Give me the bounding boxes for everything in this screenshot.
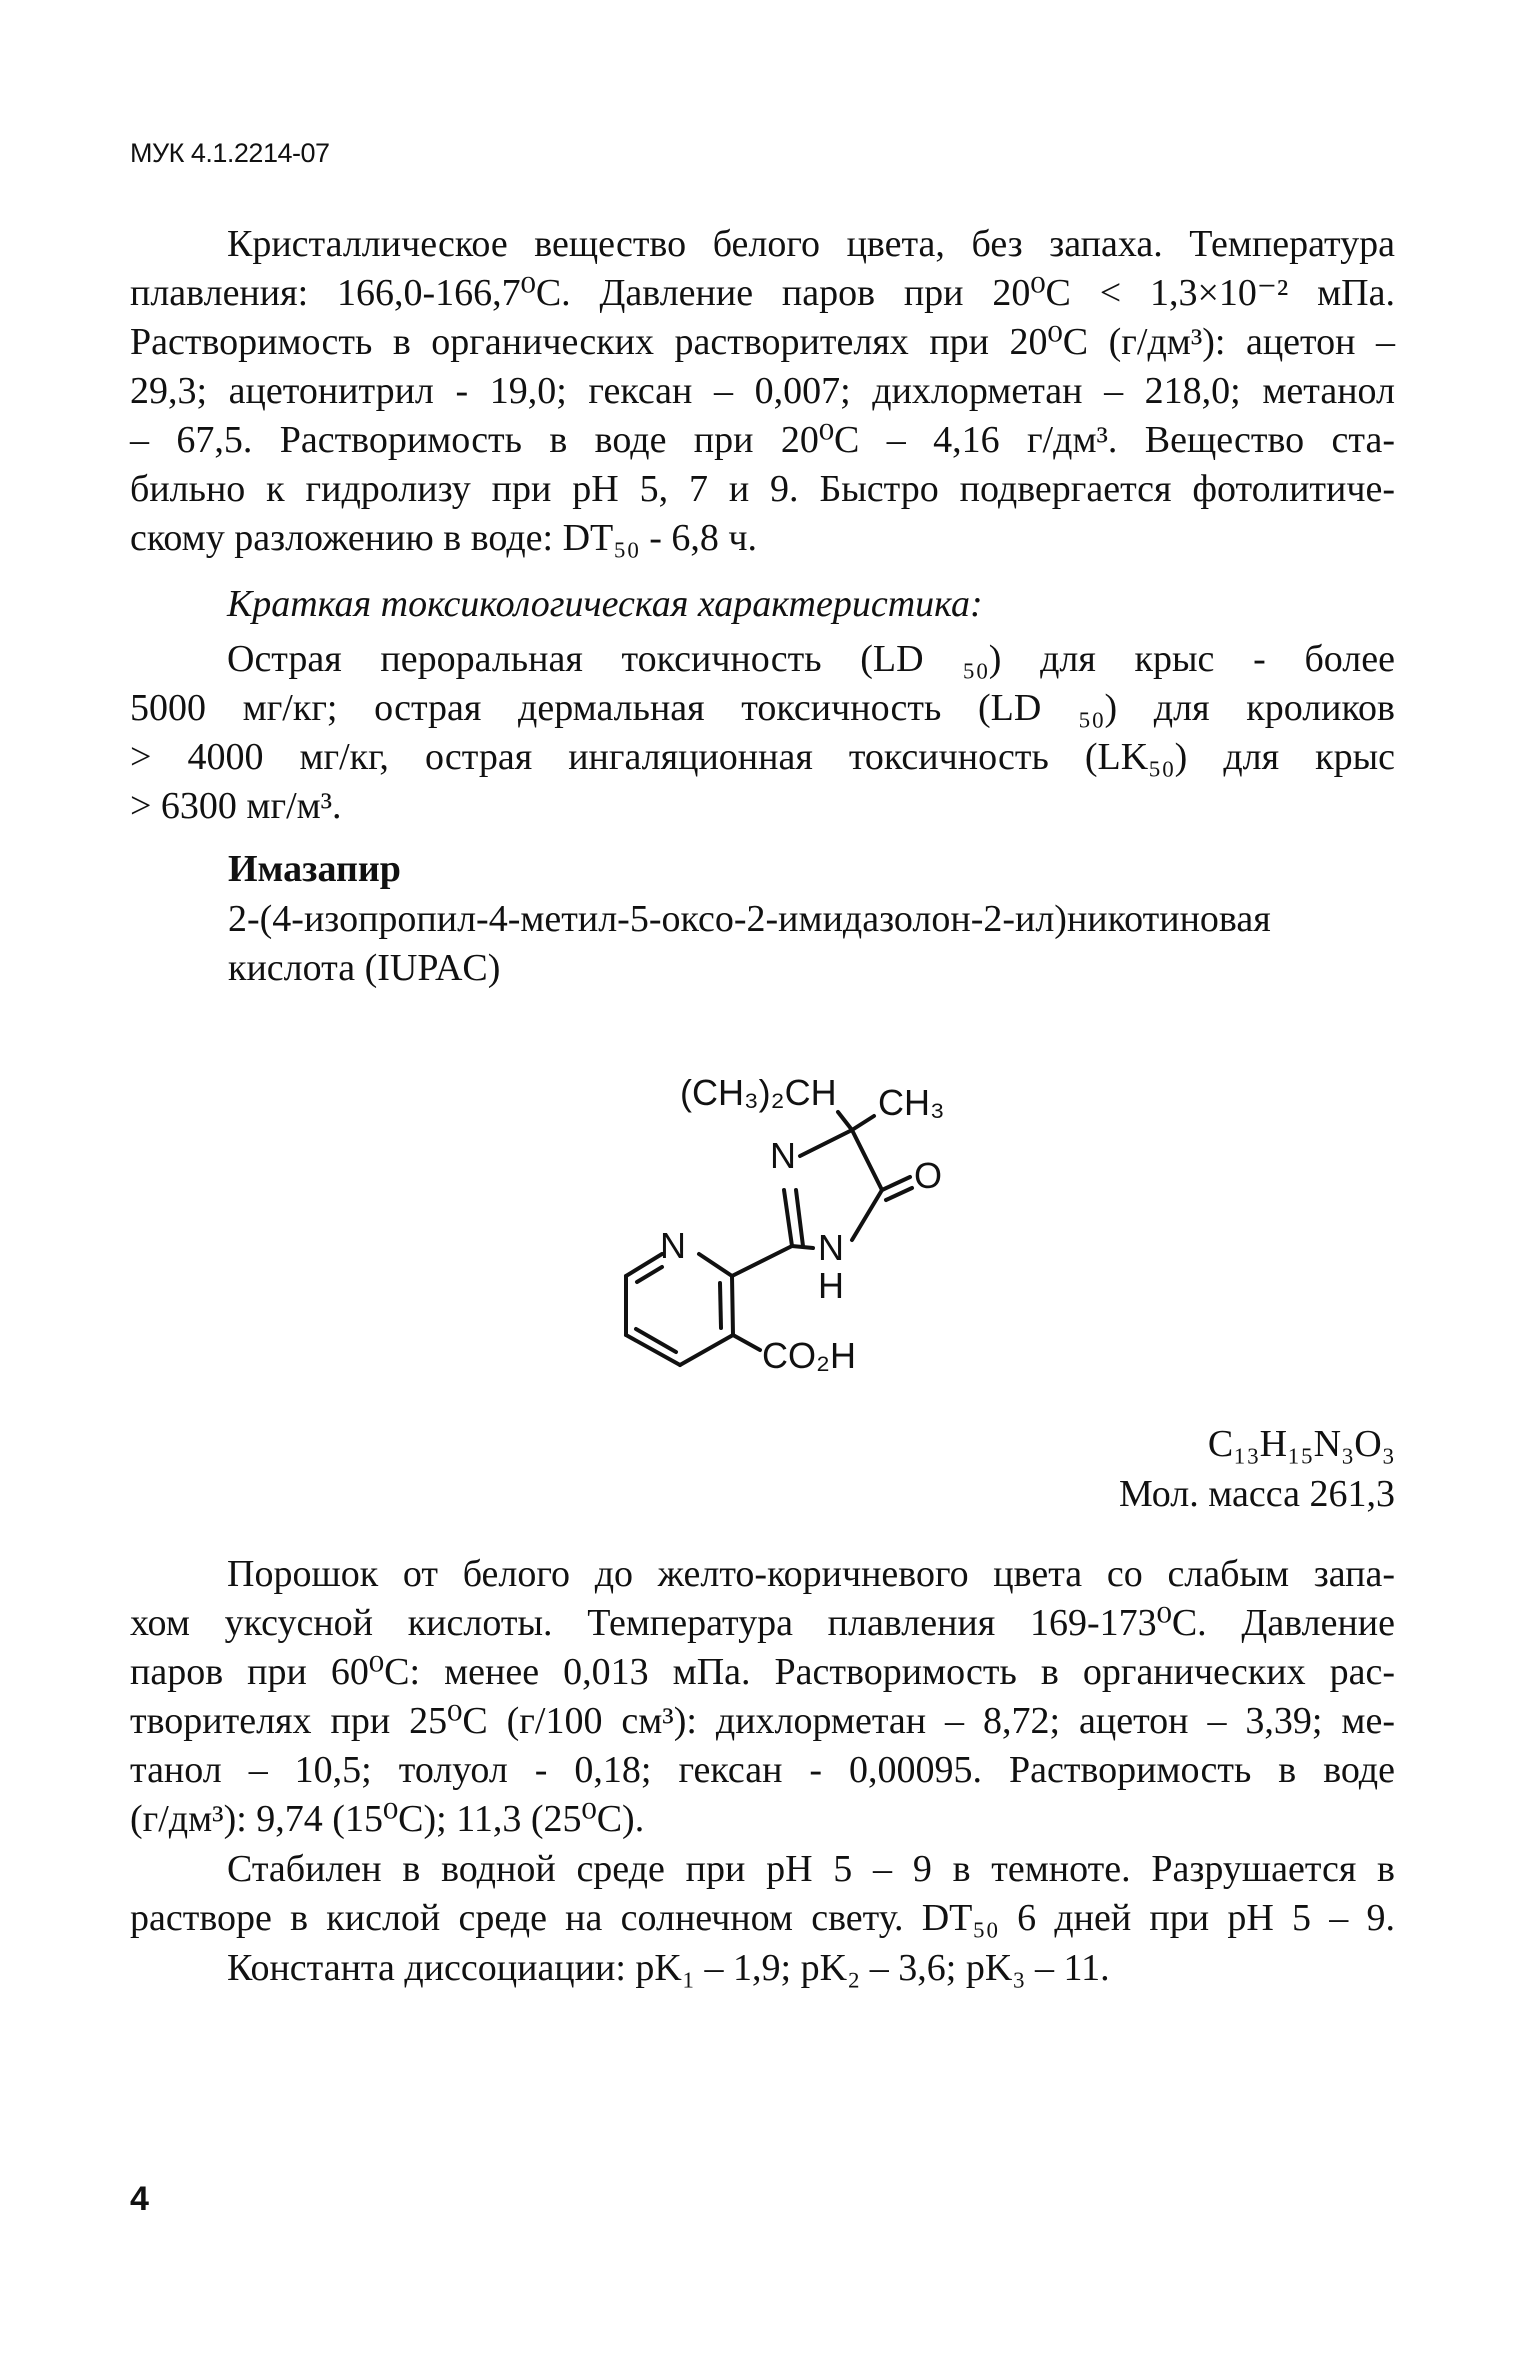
text-line: Острая пероральная токсичность (LD ₅₀) для крыс - более xyxy=(227,638,1395,680)
text-line: > 4000 мг/кг, острая ингаляционная токсичность (LK₅₀) для крыс xyxy=(130,736,1395,778)
isopropyl-label: (CH₃)₂CH xyxy=(680,1072,837,1113)
text-line: 29,3; ацетонитрил - 19,0; гексан – 0,007; дихлорметан – 218,0; метанол xyxy=(130,370,1395,412)
text-line: плавления: 166,0-166,7⁰С. Давление паров при 20⁰С < 1,3×10⁻² мПа. xyxy=(130,272,1395,314)
text-line: – 67,5. Растворимость в воде при 20⁰С – 4,16 г/дм³. Вещество ста- xyxy=(130,419,1395,461)
toxicology-heading: Краткая токсикологическая характеристика: xyxy=(227,583,983,625)
text-line: Кристаллическое вещество белого цвета, без запаха. Температура xyxy=(227,223,1395,265)
text-line: (г/дм³): 9,74 (15⁰С); 11,3 (25⁰С). xyxy=(130,1798,645,1840)
imidazolone-bond xyxy=(852,1130,882,1190)
text-line: 5000 мг/кг; острая дермальная токсичность (LD ₅₀) для кроликов xyxy=(130,687,1395,729)
document-code: МУК 4.1.2214-07 xyxy=(130,138,330,168)
imine-nitrogen-label: N xyxy=(770,1135,796,1176)
text-line: Стабилен в водной среде при pH 5 – 9 в темноте. Разрушается в xyxy=(227,1848,1395,1890)
methyl-bond xyxy=(852,1116,874,1130)
imidazolone-bond xyxy=(792,1246,813,1248)
page-number: 4 xyxy=(130,2180,149,2218)
amide-hydrogen-label: H xyxy=(818,1265,844,1306)
amide-nitrogen-label: N xyxy=(818,1227,844,1268)
physical-properties-paragraph-2 xyxy=(130,1550,1395,1844)
iupac-name-line-2: кислота (IUPAC) xyxy=(228,947,501,989)
pyridine-nitrogen-label: N xyxy=(660,1225,686,1266)
text-line: паров при 60⁰С: менее 0,013 мПа. Растворимость в органических рас- xyxy=(130,1651,1395,1693)
physical-properties-paragraph-1 xyxy=(130,220,1395,563)
methyl-label: CH₃ xyxy=(878,1082,945,1123)
stability-paragraph xyxy=(130,1845,1395,1943)
pyridine-bond xyxy=(626,1254,662,1276)
toxicology-section xyxy=(130,580,1395,831)
carboxyl-bond xyxy=(733,1335,760,1350)
iupac-name-line-1: 2-(4-изопропил-4-метил-5-оксо-2-имидазолон-2-ил)никотиновая xyxy=(228,898,1271,940)
molecular-mass: Мол. масса 261,3 xyxy=(1118,1473,1395,1515)
ring-link-bond xyxy=(732,1246,792,1276)
text-line: > 6300 мг/м³. xyxy=(130,785,342,827)
text-line: растворе в кислой среде на солнечном свету. DT₅₀ 6 дней при pH 5 – 9. xyxy=(130,1897,1395,1939)
carboxyl-label: CO₂H xyxy=(762,1335,856,1376)
imidazolone-bond xyxy=(800,1130,852,1156)
compound-name: Имазапир xyxy=(228,848,401,890)
molecular-formula: C₁₃H₁₅N₃O₃ xyxy=(1207,1423,1395,1465)
pyridine-double-bond xyxy=(637,1267,662,1282)
oxygen-label: O xyxy=(914,1155,943,1196)
pyridine-double-bond xyxy=(636,1329,676,1352)
pyridine-bond xyxy=(732,1276,733,1335)
text-line: Константа диссоциации: pK₁ – 1,9; pK₂ – 3,6; pK₃ – 11. xyxy=(227,1947,1110,1989)
carbonyl-double-bond xyxy=(886,1188,912,1200)
text-line: танол – 10,5; толуол - 0,18; гексан - 0,00095. Растворимость в воде xyxy=(130,1749,1395,1791)
pyridine-double-bond xyxy=(720,1283,721,1328)
text-line: скому разложению в воде: DT₅₀ - 6,8 ч. xyxy=(130,517,757,559)
imidazolone-double-bond xyxy=(796,1190,803,1246)
pyridine-bond xyxy=(699,1254,732,1276)
imidazolone-bond xyxy=(852,1190,882,1240)
pyridine-bond xyxy=(680,1335,733,1365)
text-line: бильно к гидролизу при pH 5, 7 и 9. Быстро подвергается фотолитиче- xyxy=(130,468,1395,510)
carbonyl-bond xyxy=(882,1177,910,1190)
pyridine-bond xyxy=(626,1335,680,1365)
imidazolone-bond xyxy=(784,1190,792,1246)
dissociation-constant-paragraph xyxy=(130,1944,1395,1993)
text-line: Порошок от белого до желто-коричневого цвета со слабым запа- xyxy=(227,1553,1395,1595)
text-line: Растворимость в органических растворителях при 20⁰С (г/дм³): ацетон – xyxy=(130,321,1395,363)
text-line: хом уксусной кислоты. Температура плавления 169-173⁰С. Давление xyxy=(130,1602,1395,1644)
text-line: творителях при 25⁰С (г/100 см³): дихлорметан – 8,72; ацетон – 3,39; ме- xyxy=(130,1700,1395,1742)
isopropyl-bond xyxy=(838,1112,852,1130)
